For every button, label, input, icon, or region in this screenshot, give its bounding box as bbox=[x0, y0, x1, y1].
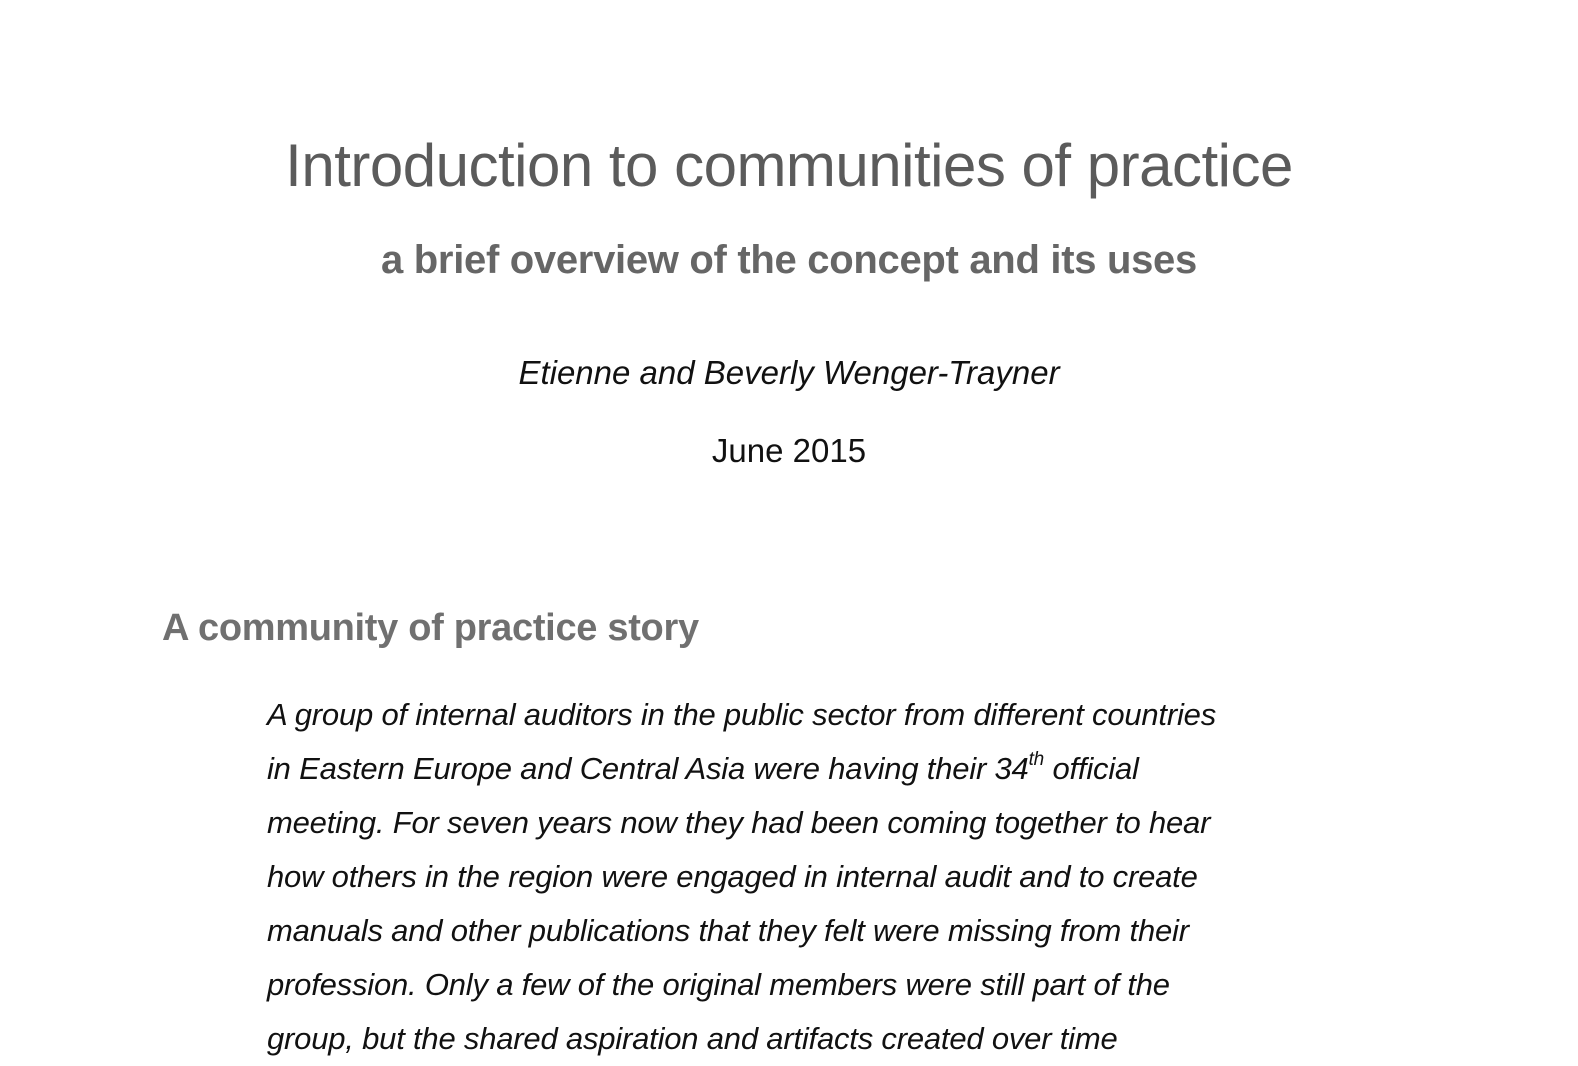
story-paragraph bbox=[267, 688, 1387, 1066]
story-line-2 bbox=[267, 742, 1387, 796]
story-line-2-end: official bbox=[1044, 751, 1139, 786]
story-line-1: A group of internal auditors in the public sector from different countries bbox=[267, 697, 1217, 732]
ordinal-suffix: th bbox=[1028, 749, 1045, 770]
section-heading: A community of practice story bbox=[162, 607, 699, 649]
story-line-6: profession. Only a few of the original members were still part of the bbox=[267, 967, 1170, 1002]
document-authors: Etienne and Beverly Wenger-Trayner bbox=[518, 354, 1060, 391]
document-date: June 2015 bbox=[711, 432, 867, 469]
document-title: Introduction to communities of practice bbox=[285, 132, 1293, 199]
story-line-2-text: in Eastern Europe and Central Asia were having their 34 bbox=[267, 751, 1029, 786]
story-line-3: meeting. For seven years now they had been coming together to hear bbox=[267, 805, 1211, 840]
story-line-7: group, but the shared aspiration and artifacts created over time bbox=[267, 1021, 1118, 1056]
story-line-4: how others in the region were engaged in internal audit and to create bbox=[267, 859, 1198, 894]
story-line-5: manuals and other publications that they felt were missing from their bbox=[267, 913, 1189, 948]
document-subtitle: a brief overview of the concept and its uses bbox=[381, 238, 1197, 282]
